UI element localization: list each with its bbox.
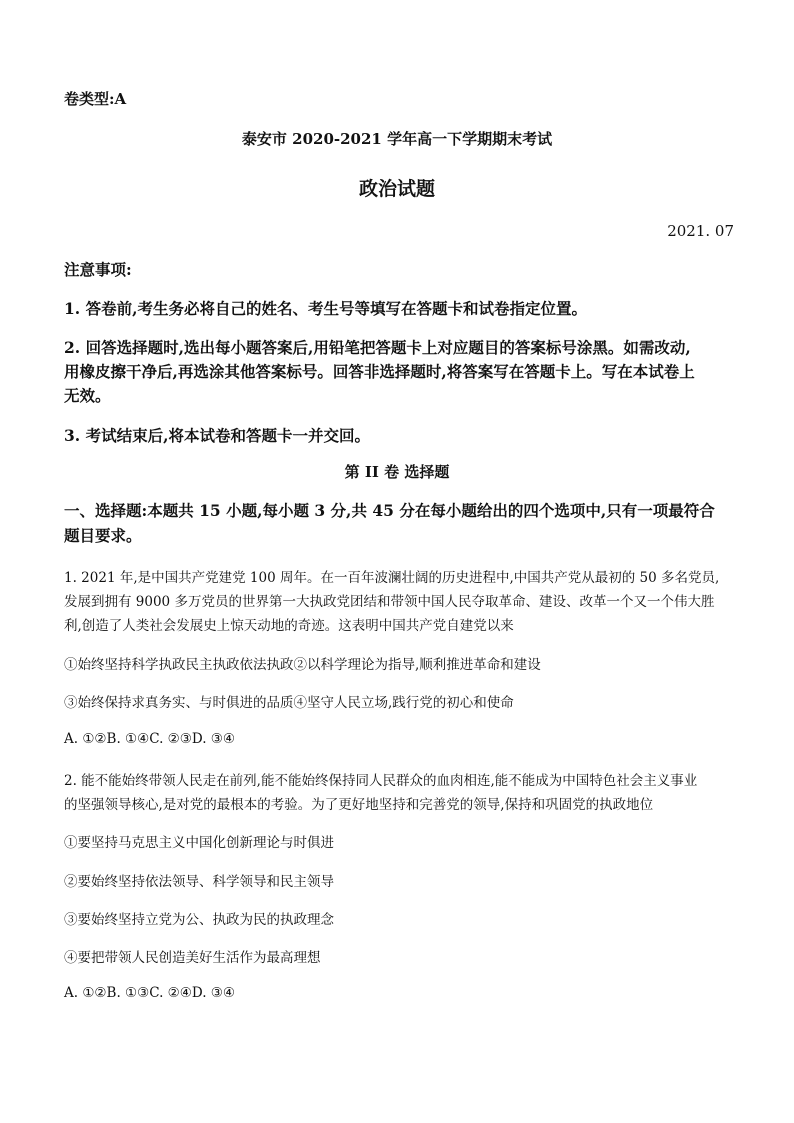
notice-item-1: 1. 答卷前,考生务必将自己的姓名、考生号等填写在答题卡和试卷指定位置。 [64,299,587,318]
section-title: 第 II 卷 选择题 [344,463,450,481]
question-1-statement-2: ③始终保持求真务实、与时俱进的品质④坚守人民立场,践行党的初心和使命 [64,695,514,711]
subject-title: 政治试题 [358,178,435,200]
question-1-stem-line-2: 发展到拥有 9000 多万党员的世界第一大执政党团结和带领中国人民夺取革命、建设、改革一个又一个伟大胜 [64,594,715,610]
section-instruction: 一、选择题:本题共 15 小题,每小题 3 分,共 45 分在每小题给出的四个选项中,只有一项最符合 [64,501,715,520]
notice-item-2: 2. 回答选择题时,选出每小题答案后,用铅笔把答题卡上对应题目的答案标号涂黑。如需改动, [64,338,691,357]
question-2-stem-line-1: 2. 能不能始终带领人民走在前列,能不能始终保持同人民群众的血肉相连,能不能成为中国特色社会主义事业 [64,773,698,789]
question-2-statement-4: ④要把带领人民创造美好生活作为最高理想 [64,950,321,966]
question-1-options: A. ①②B. ①④C. ②③D. ③④ [64,731,236,747]
notice-item-2-cont2: 无效。 [64,386,111,405]
exam-title: 泰安市 2020-2021 学年高一下学期期末考试 [241,130,553,148]
question-2-statement-2: ②要始终坚持依法领导、科学领导和民主领导 [64,874,334,890]
paper-type: 卷类型:A [64,90,127,108]
question-1-stem-line-3: 利,创造了人类社会发展史上惊天动地的奇迹。这表明中国共产党自建党以来 [64,618,514,634]
question-2-options: A. ①②B. ①③C. ②④D. ③④ [64,985,236,1001]
question-2-statement-3: ③要始终坚持立党为公、执政为民的执政理念 [64,912,334,928]
question-2-statement-1: ①要坚持马克思主义中国化创新理论与时俱进 [64,835,334,851]
notice-item-2-cont: 用橡皮擦干净后,再选涂其他答案标号。回答非选择题时,将答案写在答题卡上。写在本试卷上 [64,362,695,381]
exam-date: 2021. 07 [667,222,734,240]
notice-title: 注意事项: [64,260,132,279]
notice-item-3: 3. 考试结束后,将本试卷和答题卡一并交回。 [64,426,370,445]
question-2-stem-line-2: 的坚强领导核心,是对党的最根本的考验。为了更好地坚持和完善党的领导,保持和巩固党的执政地位 [64,797,654,813]
question-1-stem-line-1: 1. 2021 年,是中国共产党建党 100 周年。在一百年波澜壮阔的历史进程中,中国共产党从最初的 50 多名党员, [64,570,720,586]
section-instruction-cont: 题目要求。 [64,526,142,545]
question-1-statement-1: ①始终坚持科学执政民主执政依法执政②以科学理论为指导,顺利推进革命和建设 [64,657,541,673]
